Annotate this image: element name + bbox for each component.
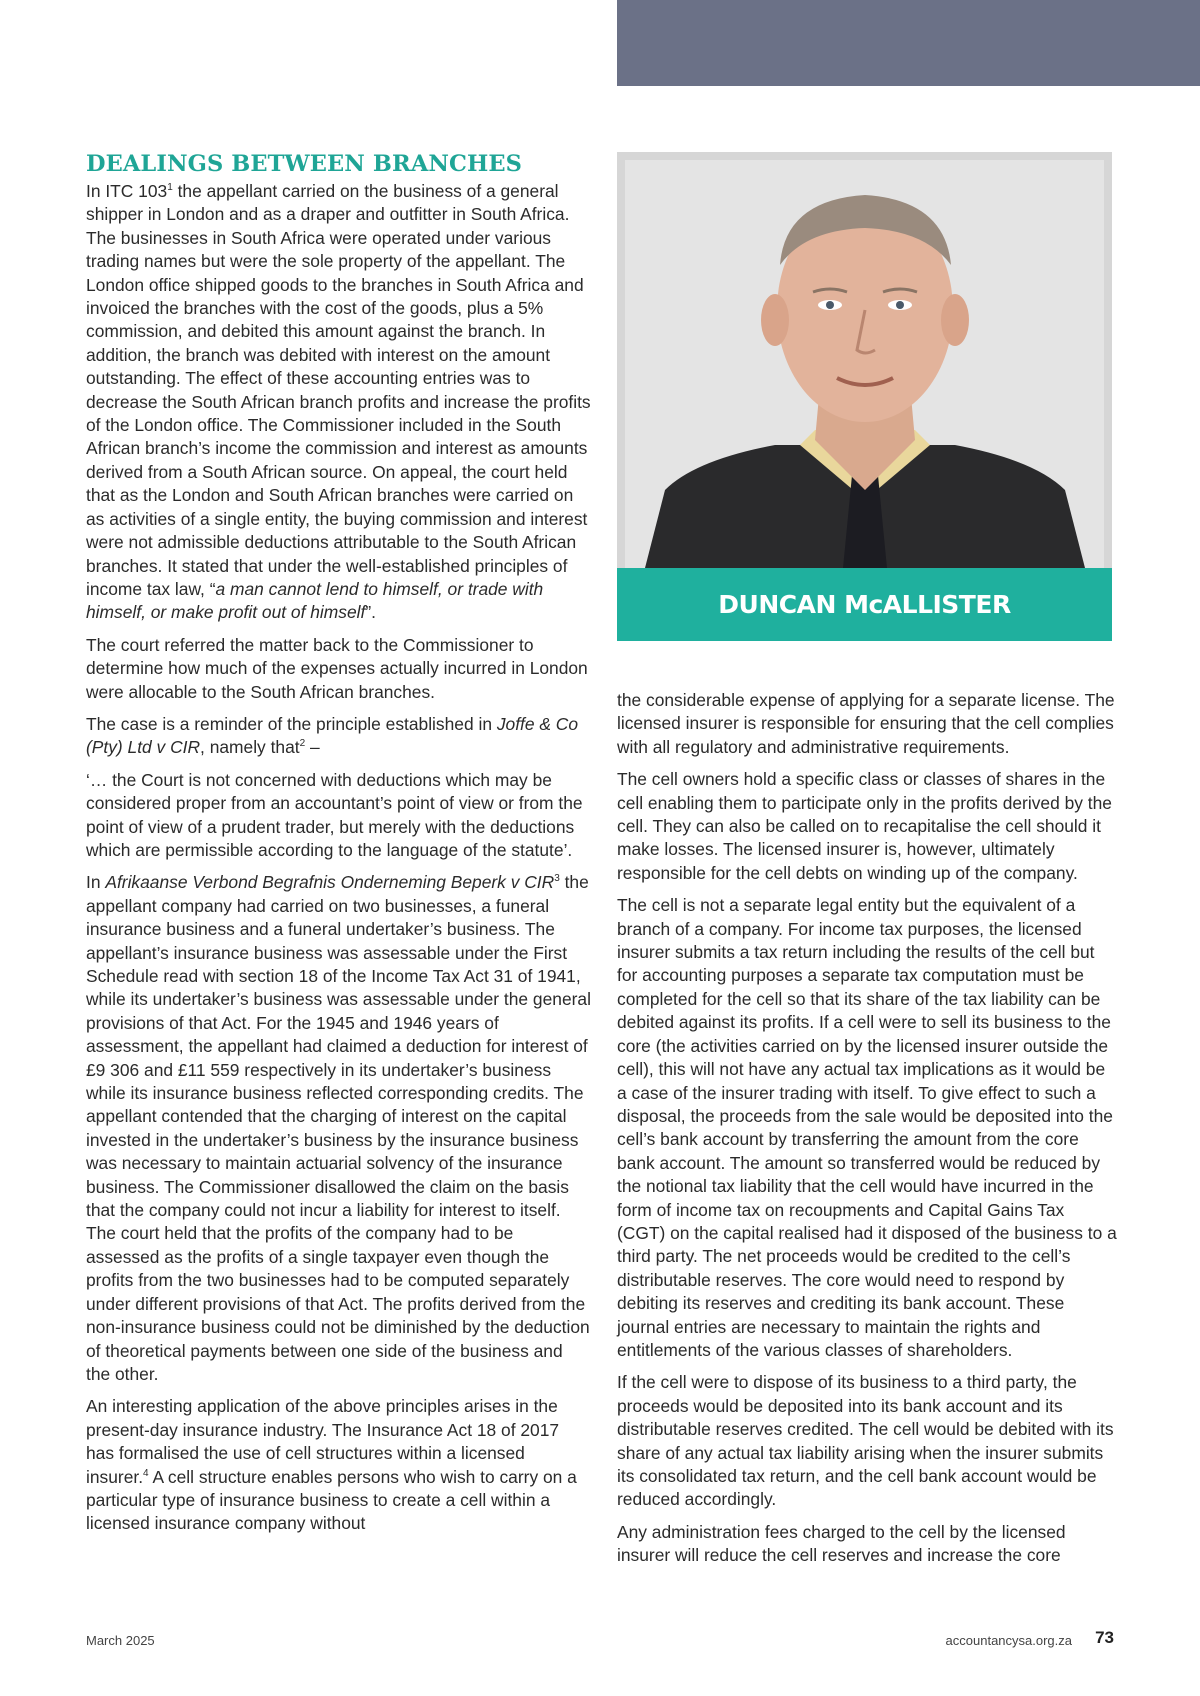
footnote-ref: 2: [299, 738, 306, 750]
author-photo: [625, 160, 1104, 568]
footnote-ref: 1: [167, 182, 173, 194]
right-column: [617, 689, 1117, 1577]
paragraph-admin-fees: Any administration fees charged to the cell by the licensed insurer will reduce the cell reserves and increase the core: [617, 1521, 1066, 1566]
left-column: [86, 150, 591, 1545]
paragraph-itc-103: [86, 180, 591, 625]
page-number: 73: [1095, 1628, 1114, 1647]
text-run: ”.: [365, 602, 376, 623]
paragraph-licence-expense: the considerable expense of applying for a separate license. The licensed insurer is responsible for ensuring that the cell complies with all regulatory and administrative requirements.: [617, 690, 1115, 757]
case-name: Afrikaanse Verbond Begrafnis Onderneming Beperk v CIR: [105, 872, 555, 893]
author-name-banner: DUNCAN McALLISTER: [617, 568, 1112, 641]
text-run: An interesting application of the above principles arises in the present-day insurance industry. The Insurance Act 18 of 2017 has formalised the use of cell structures within a licensed insurer.: [86, 1396, 560, 1487]
text-run: In ITC 103: [86, 181, 168, 201]
header-color-bar: [617, 0, 1200, 86]
case-name: Joffe & Co (Pty) Ltd v CIR: [86, 713, 579, 758]
paragraph-insurance-act: [86, 1395, 591, 1535]
text-run: The case is a reminder of the principle established in: [86, 713, 497, 734]
section-heading: DEALINGS BETWEEN BRANCHES: [86, 151, 523, 177]
footer-website: accountancysa.org.za: [945, 1633, 1072, 1648]
text-run: –: [305, 737, 320, 758]
italic-quote: a man cannot lend to himself, or trade with himself, or make profit out of himself: [86, 578, 544, 623]
footer-date: March 2025: [86, 1633, 155, 1648]
author-portrait-illustration: [625, 160, 1104, 568]
text-run: A cell structure enables persons who wish to carry on a particular type of insurance business to create a cell within a licensed insurance company without: [86, 1466, 577, 1534]
footnote-ref: 3: [554, 873, 560, 885]
block-quote: ‘… the Court is not concerned with deductions which may be considered proper from an accountant’s point of view or from the point of view of a prudent trader, but merely with the deductions which are permissible according to the language of the statute’.: [86, 769, 583, 860]
paragraph-cell-owners: The cell owners hold a specific class or classes of shares in the cell enabling them to participate only in the profits derived by the cell. They can also be called on to recapitalise the cell should it make losses. The licensed insurer is, however, ultimately responsible for the cell debts on winding up of the company.: [617, 769, 1112, 883]
text-run: the appellant carried on the business of a general shipper in London and as a draper and outfitter in South Africa. The businesses in South Africa were operated under various trading names but were the sole property of the appellant. The London office shipped goods to the branches in South Africa and invoiced the branches with the cost of the goods, plus a 5% commission, and debited this amount against the branch. In addition, the branch was debited with interest on the amount outstanding. The effect of these accounting entries was to decrease the South African branch profits and increase the profits of the London office. The Commissioner included in the South African branch’s income the commission and interest as amounts derived from a South African source. On appeal, the court held that as the London and South African branches were carried on as activities of a single entity, the buying commission and interest were not admissible deductions attributable to the South African branches. It stated that under the well-established principles of income tax law, “: [86, 181, 591, 599]
paragraph-joffe: [86, 713, 591, 760]
paragraph-third-party-disposal: If the cell were to dispose of its business to a third party, the proceeds would be deposited into its bank account and its distributable reserves credited. The cell would be debited with its share of any actual tax liability arising when the insurer submits its consolidated tax return, and the cell bank account would be reduced accordingly.: [617, 1372, 1114, 1510]
text-run: the appellant company had carried on two businesses, a funeral insurance business and a funeral undertaker’s business. The appellant’s insurance business was assessable under the First Schedule read with section 18 of the Income Tax Act 31 of 1941, while its undertaker’s business was assessable under the general provisions of that Act. For the 1945 and 1946 years of assessment, the appellant had claimed a deduction for interest of £9 306 and £11 559 respectively in its undertaker’s business while its insurance business reflected corresponding credits. The appellant contended that the charging of interest on the capital invested in the undertaker’s business by the insurance business was necessary to maintain actuarial solvency of the insurance business. The Commissioner disallowed the claim on the basis that the company could not incur a liability for interest to itself. The court held that the profits of the company had to be assessed as the profits of a single taxpayer even though the profits from the two businesses had to be computed separately under different provisions of that Act. The profits derived from the non-insurance business could not be diminished by the deduction of theoretical payments between one side of the business and the other.: [86, 872, 591, 1384]
paragraph-referral: The court referred the matter back to the Commissioner to determine how much of the expenses actually incurred in London were allocable to the South African branches.: [86, 634, 588, 702]
text-run: In: [86, 872, 106, 893]
paragraph-afrikaanse-verbond: [86, 871, 591, 1386]
author-photo-frame: [617, 152, 1112, 568]
paragraph-cell-legal-entity: The cell is not a separate legal entity but the equivalent of a branch of a company. For income tax purposes, the licensed insurer submits a tax return including the results of the cell but for accounting purposes a separate tax computation must be completed for the cell so that its share of the tax liability can be debited against its profits. If a cell were to sell its business to the core (the activities carried on by the licensed insurer outside the cell), this will not have any actual tax implications as it would be a case of the insurer trading with itself. To give effect to such a disposal, the proceeds from the sale would be deposited into the cell’s bank account by transferring the amount from the core bank account. The amount so transferred would be reduced by the notional tax liability that the cell would have incurred in the form of income tax on recoupments and Capital Gains Tax (CGT) on the capital realised had it disposed of the business to a third party. The net proceeds would be credited to the cell’s distributable reserves. The core would need to respond by debiting its reserves and crediting its bank account. These journal entries are necessary to maintain the rights and entitlements of the various classes of shareholders.: [617, 895, 1117, 1360]
footnote-ref: 4: [143, 1467, 149, 1479]
text-run: , namely that: [200, 737, 300, 758]
